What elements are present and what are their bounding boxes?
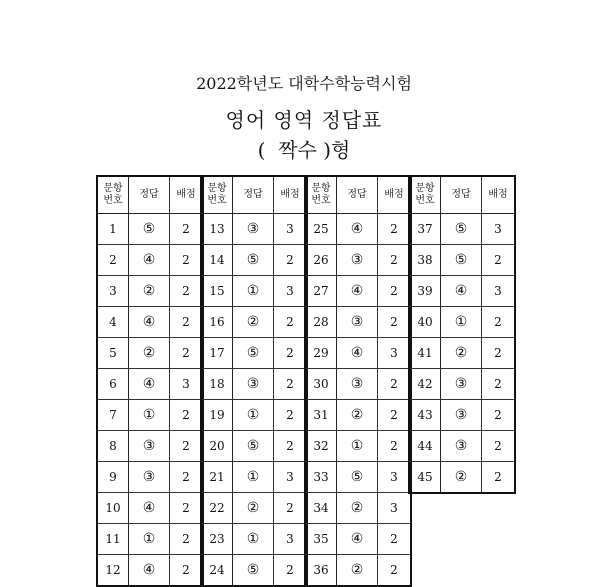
table-row bbox=[305, 214, 411, 245]
points-value: 2 bbox=[378, 369, 412, 400]
points-value: 2 bbox=[170, 400, 204, 431]
question-number: 45 bbox=[409, 462, 441, 494]
question-number: 6 bbox=[97, 369, 129, 400]
answer-value: ③ bbox=[129, 462, 170, 493]
answer-value: ② bbox=[337, 493, 378, 524]
question-number: 15 bbox=[201, 276, 233, 307]
table-row bbox=[97, 369, 203, 400]
answer-value: ① bbox=[233, 524, 274, 555]
points-value: 2 bbox=[378, 245, 412, 276]
question-number: 27 bbox=[305, 276, 337, 307]
table-row bbox=[97, 307, 203, 338]
question-number: 19 bbox=[201, 400, 233, 431]
question-number: 41 bbox=[409, 338, 441, 369]
question-number: 10 bbox=[97, 493, 129, 524]
answer-value: ② bbox=[129, 338, 170, 369]
answer-value: ③ bbox=[441, 431, 482, 462]
points-value: 2 bbox=[170, 214, 204, 245]
points-value: 2 bbox=[482, 307, 516, 338]
points-value: 2 bbox=[170, 462, 204, 493]
answer-value: ④ bbox=[129, 493, 170, 524]
table-row bbox=[97, 524, 203, 555]
header-points: 배점 bbox=[482, 176, 516, 214]
points-value: 3 bbox=[378, 338, 412, 369]
answer-value: ⑤ bbox=[441, 245, 482, 276]
points-value: 2 bbox=[170, 431, 204, 462]
points-value: 2 bbox=[274, 400, 308, 431]
points-value: 2 bbox=[170, 276, 204, 307]
answer-value: ④ bbox=[129, 307, 170, 338]
table-header-row bbox=[409, 176, 515, 214]
points-value: 2 bbox=[482, 431, 516, 462]
exam-type-line bbox=[0, 134, 608, 163]
table-row bbox=[201, 555, 307, 587]
table-header-row bbox=[97, 176, 203, 214]
answer-value: ② bbox=[337, 400, 378, 431]
header-number-bottom: 번호 bbox=[311, 195, 331, 206]
table-row bbox=[201, 338, 307, 369]
points-value: 2 bbox=[274, 493, 308, 524]
table-row bbox=[305, 524, 411, 555]
question-number: 21 bbox=[201, 462, 233, 493]
question-number: 31 bbox=[305, 400, 337, 431]
question-number: 26 bbox=[305, 245, 337, 276]
points-value: 2 bbox=[378, 524, 412, 555]
header-question-number bbox=[97, 176, 129, 214]
table-row bbox=[305, 555, 411, 587]
points-value: 3 bbox=[274, 462, 308, 493]
answer-table-block bbox=[200, 175, 308, 587]
question-number: 9 bbox=[97, 462, 129, 493]
answer-value: ⑤ bbox=[233, 245, 274, 276]
answer-value: ⑤ bbox=[233, 338, 274, 369]
header-question-number bbox=[305, 176, 337, 214]
table-row bbox=[305, 493, 411, 524]
question-number: 35 bbox=[305, 524, 337, 555]
table-row bbox=[409, 307, 515, 338]
table-row bbox=[97, 245, 203, 276]
type-close-paren: )형 bbox=[323, 138, 351, 162]
answer-value: ② bbox=[233, 307, 274, 338]
header-question-number bbox=[201, 176, 233, 214]
points-value: 2 bbox=[378, 555, 412, 587]
question-number: 24 bbox=[201, 555, 233, 587]
table-row bbox=[201, 462, 307, 493]
points-value: 2 bbox=[482, 245, 516, 276]
table-row bbox=[409, 462, 515, 494]
question-number: 22 bbox=[201, 493, 233, 524]
table-row bbox=[97, 462, 203, 493]
table-row bbox=[201, 245, 307, 276]
points-value: 2 bbox=[482, 400, 516, 431]
header-number-top: 문항 bbox=[415, 183, 435, 194]
table-row bbox=[305, 431, 411, 462]
answer-value: ① bbox=[441, 307, 482, 338]
points-value: 2 bbox=[170, 338, 204, 369]
question-number: 44 bbox=[409, 431, 441, 462]
table-row bbox=[305, 338, 411, 369]
question-number: 43 bbox=[409, 400, 441, 431]
answer-table-block bbox=[408, 175, 516, 494]
question-number: 17 bbox=[201, 338, 233, 369]
points-value: 2 bbox=[274, 555, 308, 587]
question-number: 18 bbox=[201, 369, 233, 400]
answer-value: ② bbox=[441, 338, 482, 369]
question-number: 29 bbox=[305, 338, 337, 369]
points-value: 2 bbox=[482, 338, 516, 369]
points-value: 2 bbox=[482, 369, 516, 400]
points-value: 2 bbox=[170, 555, 204, 587]
question-number: 3 bbox=[97, 276, 129, 307]
points-value: 2 bbox=[378, 400, 412, 431]
points-value: 3 bbox=[482, 276, 516, 307]
answer-value: ③ bbox=[441, 400, 482, 431]
answer-value: ⑤ bbox=[233, 555, 274, 587]
table-row bbox=[305, 400, 411, 431]
answer-value: ① bbox=[233, 462, 274, 493]
question-number: 5 bbox=[97, 338, 129, 369]
answer-value: ② bbox=[129, 276, 170, 307]
table-row bbox=[97, 338, 203, 369]
table-row bbox=[97, 400, 203, 431]
header-points: 배점 bbox=[274, 176, 308, 214]
answer-sheet-title: 영어 영역 정답표 bbox=[225, 108, 383, 132]
table-row bbox=[409, 431, 515, 462]
table-row bbox=[201, 493, 307, 524]
question-number: 13 bbox=[201, 214, 233, 245]
table-row bbox=[409, 369, 515, 400]
answer-value: ③ bbox=[337, 307, 378, 338]
answer-value: ① bbox=[129, 524, 170, 555]
header-points: 배점 bbox=[170, 176, 204, 214]
question-number: 8 bbox=[97, 431, 129, 462]
table-row bbox=[97, 493, 203, 524]
question-number: 30 bbox=[305, 369, 337, 400]
type-open-paren: ( bbox=[257, 138, 266, 162]
table-row bbox=[201, 307, 307, 338]
question-number: 33 bbox=[305, 462, 337, 493]
header-number-top: 문항 bbox=[103, 183, 123, 194]
points-value: 3 bbox=[378, 493, 412, 524]
points-value: 3 bbox=[378, 462, 412, 493]
points-value: 2 bbox=[378, 214, 412, 245]
table-row bbox=[409, 245, 515, 276]
points-value: 3 bbox=[274, 524, 308, 555]
table-row bbox=[305, 276, 411, 307]
table-row bbox=[409, 214, 515, 245]
answer-value: ③ bbox=[233, 369, 274, 400]
header-points: 배점 bbox=[378, 176, 412, 214]
answer-value: ④ bbox=[337, 524, 378, 555]
answer-value: ④ bbox=[441, 276, 482, 307]
question-number: 12 bbox=[97, 555, 129, 587]
points-value: 2 bbox=[378, 276, 412, 307]
question-number: 20 bbox=[201, 431, 233, 462]
answer-value: ④ bbox=[337, 338, 378, 369]
answer-value: ⑤ bbox=[441, 214, 482, 245]
table-row bbox=[201, 400, 307, 431]
answer-value: ③ bbox=[129, 431, 170, 462]
answer-value: ③ bbox=[233, 214, 274, 245]
header-answer: 정답 bbox=[337, 176, 378, 214]
table-row bbox=[305, 369, 411, 400]
table-row bbox=[409, 276, 515, 307]
points-value: 2 bbox=[170, 307, 204, 338]
answer-value: ① bbox=[233, 400, 274, 431]
table-header-row bbox=[201, 176, 307, 214]
question-number: 38 bbox=[409, 245, 441, 276]
question-number: 23 bbox=[201, 524, 233, 555]
table-row bbox=[201, 431, 307, 462]
points-value: 2 bbox=[274, 307, 308, 338]
table-row bbox=[201, 276, 307, 307]
table-row bbox=[201, 369, 307, 400]
question-number: 32 bbox=[305, 431, 337, 462]
question-number: 16 bbox=[201, 307, 233, 338]
answer-table-block bbox=[96, 175, 204, 587]
answer-value: ① bbox=[129, 400, 170, 431]
points-value: 2 bbox=[170, 493, 204, 524]
answer-value: ⑤ bbox=[233, 431, 274, 462]
header-number-top: 문항 bbox=[311, 183, 331, 194]
points-value: 2 bbox=[482, 462, 516, 494]
header-question-number bbox=[409, 176, 441, 214]
table-row bbox=[305, 307, 411, 338]
answer-value: ④ bbox=[129, 369, 170, 400]
header-number-bottom: 번호 bbox=[415, 195, 435, 206]
question-number: 28 bbox=[305, 307, 337, 338]
header-answer: 정답 bbox=[233, 176, 274, 214]
table-row bbox=[201, 214, 307, 245]
question-number: 37 bbox=[409, 214, 441, 245]
table-row bbox=[97, 555, 203, 587]
answer-value: ① bbox=[233, 276, 274, 307]
answer-value: ② bbox=[233, 493, 274, 524]
answer-value: ④ bbox=[129, 555, 170, 587]
header-answer: 정답 bbox=[441, 176, 482, 214]
header-number-top: 문항 bbox=[207, 183, 227, 194]
answer-value: ③ bbox=[441, 369, 482, 400]
header-number-bottom: 번호 bbox=[207, 195, 227, 206]
table-row bbox=[305, 245, 411, 276]
question-number: 4 bbox=[97, 307, 129, 338]
question-number: 40 bbox=[409, 307, 441, 338]
table-row bbox=[409, 400, 515, 431]
answer-value: ⑤ bbox=[129, 214, 170, 245]
points-value: 2 bbox=[378, 307, 412, 338]
answer-value: ② bbox=[337, 555, 378, 587]
question-number: 11 bbox=[97, 524, 129, 555]
points-value: 2 bbox=[274, 338, 308, 369]
question-number: 34 bbox=[305, 493, 337, 524]
points-value: 2 bbox=[274, 431, 308, 462]
question-number: 14 bbox=[201, 245, 233, 276]
answer-value: ⑤ bbox=[337, 462, 378, 493]
points-value: 2 bbox=[274, 369, 308, 400]
answer-value: ④ bbox=[337, 214, 378, 245]
answer-value: ③ bbox=[337, 245, 378, 276]
table-row bbox=[201, 524, 307, 555]
question-number: 25 bbox=[305, 214, 337, 245]
points-value: 2 bbox=[170, 524, 204, 555]
answer-table-block bbox=[304, 175, 412, 587]
exam-type-value: 짝수 bbox=[278, 138, 317, 162]
question-number: 36 bbox=[305, 555, 337, 587]
header-answer: 정답 bbox=[129, 176, 170, 214]
table-row bbox=[97, 431, 203, 462]
question-number: 42 bbox=[409, 369, 441, 400]
question-number: 7 bbox=[97, 400, 129, 431]
question-number: 1 bbox=[97, 214, 129, 245]
question-number: 2 bbox=[97, 245, 129, 276]
points-value: 2 bbox=[274, 245, 308, 276]
header-number-bottom: 번호 bbox=[103, 195, 123, 206]
table-header-row bbox=[305, 176, 411, 214]
answer-value: ① bbox=[337, 431, 378, 462]
answer-value: ② bbox=[441, 462, 482, 494]
question-number: 39 bbox=[409, 276, 441, 307]
table-row bbox=[409, 338, 515, 369]
points-value: 2 bbox=[378, 431, 412, 462]
answer-value: ④ bbox=[337, 276, 378, 307]
points-value: 3 bbox=[274, 276, 308, 307]
table-row bbox=[97, 276, 203, 307]
points-value: 2 bbox=[170, 245, 204, 276]
points-value: 3 bbox=[482, 214, 516, 245]
points-value: 3 bbox=[170, 369, 204, 400]
table-row bbox=[97, 214, 203, 245]
exam-title: 2022학년도 대학수학능력시험 bbox=[196, 74, 412, 93]
points-value: 3 bbox=[274, 214, 308, 245]
table-row bbox=[305, 462, 411, 493]
answer-value: ④ bbox=[129, 245, 170, 276]
answer-value: ③ bbox=[337, 369, 378, 400]
